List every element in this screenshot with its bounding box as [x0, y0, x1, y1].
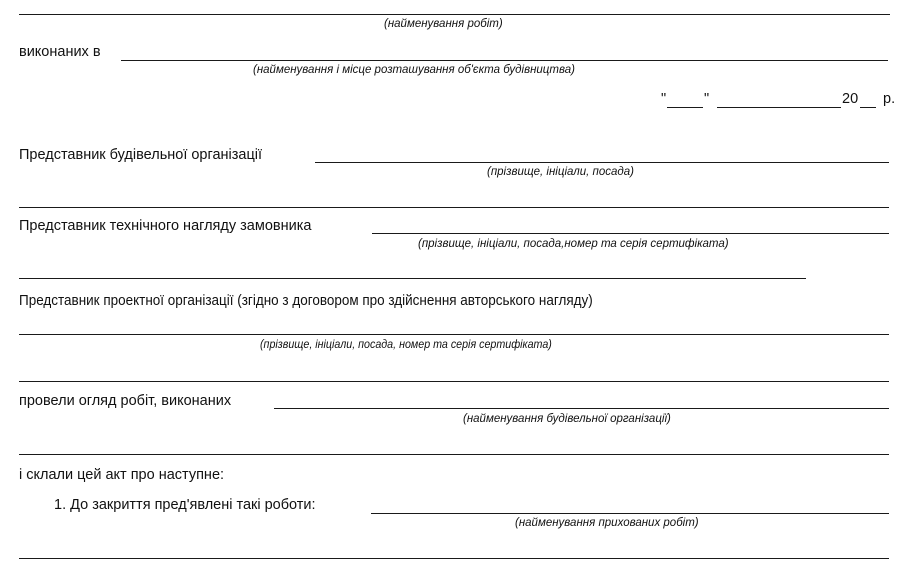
item1-line[interactable] [371, 513, 889, 514]
item1-line-2[interactable] [19, 558, 889, 559]
design-rep-line[interactable] [19, 334, 889, 335]
inspection-note: (найменування будівельної організації) [463, 413, 671, 425]
date-month-line[interactable] [717, 107, 841, 108]
builder-rep-line[interactable] [315, 162, 889, 163]
builder-rep-note: (прізвище, ініціали, посада) [487, 166, 634, 178]
design-rep-note: (прізвище, ініціали, посада, номер та серія сертифіката) [260, 339, 552, 351]
tech-supervision-note: (прізвище, ініціали, посада,номер та серія сертифіката) [418, 238, 729, 250]
performed-in-label: виконаних в [19, 44, 101, 60]
builder-rep-label: Представник будівельної організації [19, 147, 263, 163]
date-year-suffix: р. [883, 91, 896, 107]
date-quote-close: " [704, 91, 710, 107]
tech-supervision-line[interactable] [372, 233, 889, 234]
date-year-line[interactable] [860, 107, 876, 108]
item1-note: (найменування прихованих робіт) [515, 517, 699, 529]
act-intro: і склали цей акт про наступне: [19, 467, 225, 483]
builder-rep-line-2[interactable] [19, 207, 889, 208]
tech-supervision-line-2[interactable] [19, 278, 806, 279]
inspection-label: провели огляд робіт, виконаних [19, 393, 232, 409]
design-rep-label: Представник проектної організації (згідно з договором про здійснення авторського нагляду) [19, 293, 593, 309]
performed-in-line[interactable] [121, 60, 888, 61]
design-rep-line-2[interactable] [19, 381, 889, 382]
inspection-line-2[interactable] [19, 454, 889, 455]
inspection-line[interactable] [274, 408, 889, 409]
performed-in-note: (найменування і місце розташування об'єкта будівництва) [253, 64, 575, 76]
tech-supervision-label: Представник технічного нагляду замовника [19, 218, 312, 234]
works-name-note: (найменування робіт) [384, 18, 503, 30]
date-day-line[interactable] [667, 107, 703, 108]
item1-label: 1. До закриття пред'явлені такі роботи: [54, 497, 316, 513]
works-name-line[interactable] [19, 14, 890, 15]
date-quote-open: " [661, 91, 667, 107]
date-year-prefix: 20 [842, 91, 859, 107]
